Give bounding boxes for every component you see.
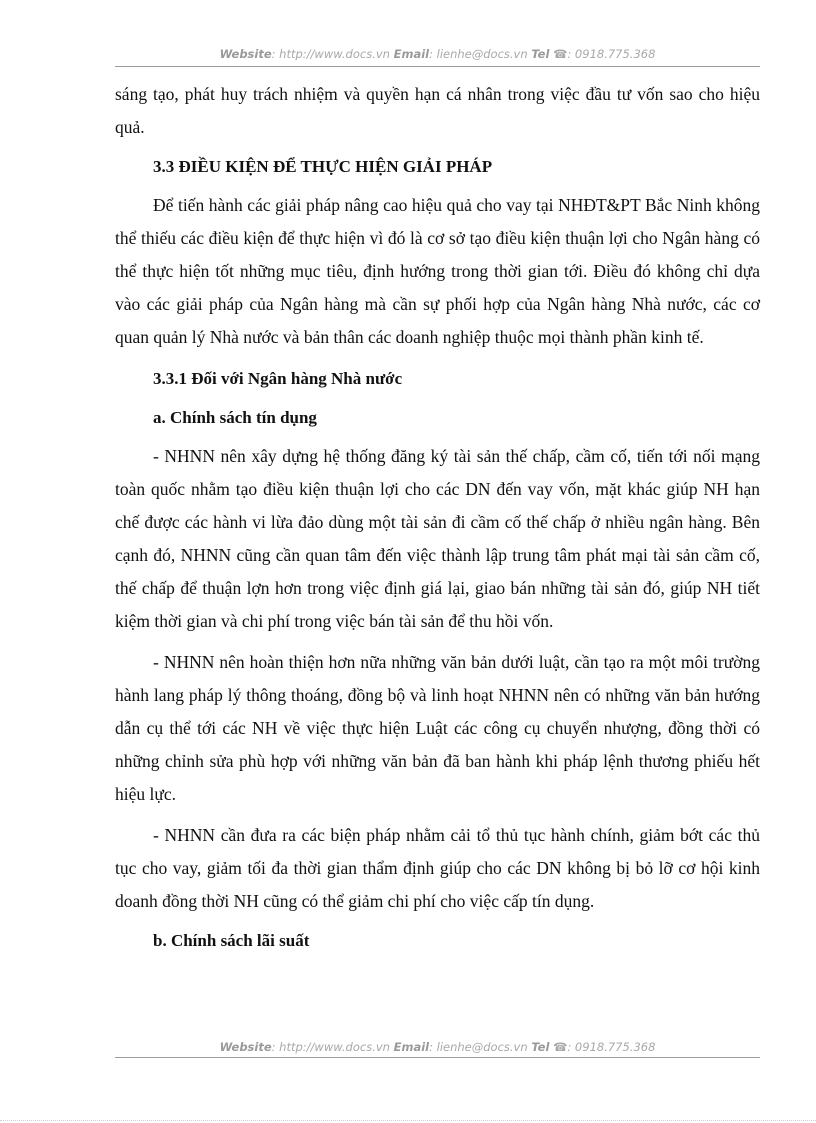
header-website-value: : http://www.docs.vn bbox=[271, 47, 390, 61]
header-email-label: Email bbox=[393, 47, 430, 61]
header-tel-label: Tel bbox=[531, 47, 550, 61]
subsection-heading: 3.3.1 Đối với Ngân hàng Nhà nước bbox=[153, 369, 403, 388]
page-header bbox=[115, 47, 760, 61]
section-paragraph: Để tiến hành các giải pháp nâng cao hiệu quả cho vay tại NHĐT&PT Bắc Ninh không thể thiếu các điều kiện để thực hiện vì đó là cơ sở tạo điều kiện thuận lợi cho Ngân hàng có thể thực hiện tốt những mục tiêu, định hướng trong thời gian tới. Điều đó không chỉ dựa vào các giải pháp của Ngân hàng mà cần sự phối hợp của Ngân hàng Nhà nước, các cơ quan quản lý Nhà nước và bản thân các doanh nghiệp thuộc mọi thành phần kinh tế. bbox=[115, 195, 760, 347]
footer-website-label: Website bbox=[219, 1040, 272, 1054]
phone-icon: ☎ bbox=[553, 1040, 568, 1054]
bullet-paragraph-1: - NHNN nên xây dựng hệ thống đăng ký tài sản thế chấp, cầm cố, tiến tới nối mạng toàn quốc nhằm tạo điều kiện thuận lợi cho các DN đến vay vốn, mặt khác giúp NH hạn chế được các hành vi lừa đảo dùng một tài sản đi cầm cố thế chấp ở nhiều ngân hàng. Bên cạnh đó, NHNN cũng cần quan tâm đến việc thành lập trung tâm phát mại tài sản cầm cố, thế chấp để thuận lợn hơn trong việc định giá lại, giao bán những tài sản đó, giúp NH tiết kiệm thời gian và chi phí trong việc bán tài sản để thu hồi vốn. bbox=[115, 446, 760, 631]
footer-website-value: : http://www.docs.vn bbox=[271, 1040, 390, 1054]
section-heading: 3.3 ĐIỀU KIỆN ĐỂ THỰC HIỆN GIẢI PHÁP bbox=[153, 157, 493, 176]
phone-icon: ☎ bbox=[553, 47, 568, 61]
page-footer bbox=[115, 1040, 760, 1054]
footer-email-label: Email bbox=[393, 1040, 430, 1054]
footer-tel-label: Tel bbox=[531, 1040, 550, 1054]
header-website-label: Website bbox=[219, 47, 272, 61]
intro-paragraph: sáng tạo, phát huy trách nhiệm và quyền hạn cá nhân trong việc đầu tư vốn sao cho hiệu quả. bbox=[115, 84, 760, 137]
header-email-value: : lienhe@docs.vn bbox=[429, 47, 528, 61]
bullet-paragraph-2: - NHNN nên hoàn thiện hơn nữa những văn bản dưới luật, cần tạo ra một môi trường hành lang pháp lý thông thoáng, đồng bộ và linh hoạt NHNN nên có những văn bản hướng dẫn cụ thể tới các NH về việc thực hiện Luật các công cụ chuyển nhượng, đồng thời có những chỉnh sửa phù hợp với những văn bản đã ban hành khi pháp lệnh thương phiếu hết hiệu lực. bbox=[115, 652, 760, 804]
footer-tel-value: : 0918.775.368 bbox=[567, 1040, 656, 1054]
header-tel-value: : 0918.775.368 bbox=[567, 47, 656, 61]
document-body bbox=[115, 78, 760, 957]
header-divider bbox=[115, 66, 760, 67]
bullet-paragraph-3: - NHNN cần đưa ra các biện pháp nhằm cải tổ thủ tục hành chính, giảm bớt các thủ tục cho vay, giảm tối đa thời gian thẩm định giúp cho các DN không bị bỏ lỡ cơ hội kinh doanh đồng thời NH cũng có thể giảm chi phí cho việc cấp tín dụng. bbox=[115, 825, 760, 911]
subheading-credit-policy: a. Chính sách tín dụng bbox=[153, 408, 317, 427]
footer-email-value: : lienhe@docs.vn bbox=[429, 1040, 528, 1054]
page-bottom-border bbox=[0, 1120, 816, 1121]
footer-divider bbox=[115, 1057, 760, 1058]
subheading-interest-policy: b. Chính sách lãi suất bbox=[153, 931, 310, 950]
